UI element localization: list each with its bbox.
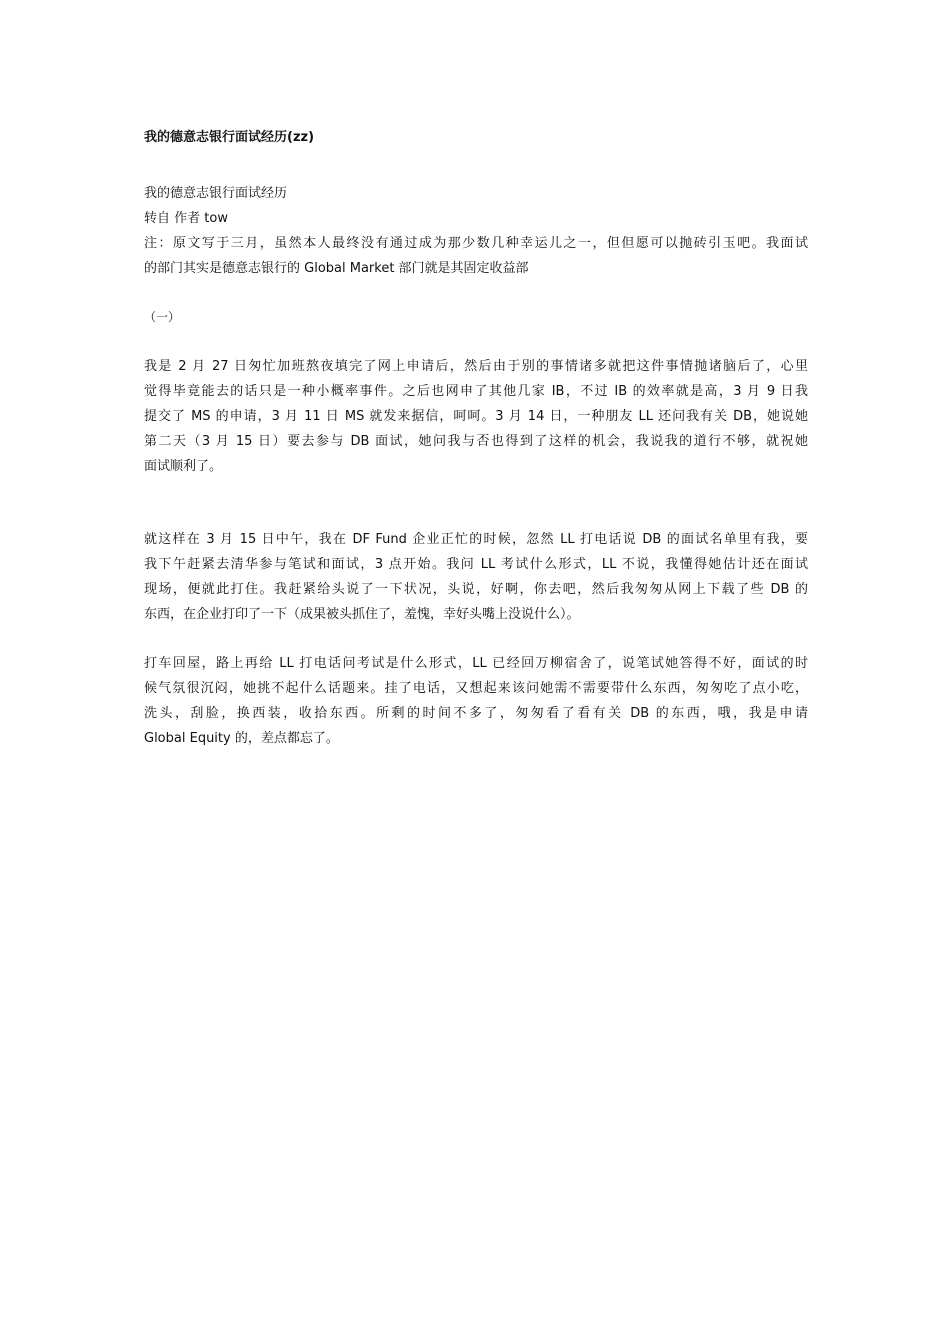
- spacer: [144, 330, 808, 354]
- paragraph-1: [144, 354, 808, 479]
- note-line: 的部门其实是德意志银行的 Global Market 部门就是其固定收益部: [144, 261, 529, 276]
- paragraph-3: [144, 651, 808, 751]
- paragraph-line: 东西，在企业打印了一下（成果被头抓住了，羞愧，幸好头嘴上没说什么）。: [144, 607, 580, 622]
- paragraph-line: 候气氛很沉闷，她挑不起什么话题来。挂了电话，又想起来该问她需不需要带什么东西，匆匆吃了点小吃，: [144, 681, 808, 696]
- paragraph-line: 就这样在 3 月 15 日中午，我在 DF Fund 企业正忙的时候，忽然 LL 打电话说 DB 的面试名单里有我，要: [144, 532, 808, 547]
- paragraph-line: 洗头，刮脸，换西装，收拾东西。所剩的时间不多了，匆匆看了看有关 DB 的东西，哦，我是申请: [144, 706, 808, 721]
- section-mark: （一）: [144, 310, 181, 324]
- document-subtitle: 我的德意志银行面试经历: [144, 186, 288, 201]
- paragraph-line: 面试顺利了。: [144, 459, 223, 474]
- paragraph-line: 我下午赶紧去清华参与笔试和面试，3 点开始。我问 LL 考试什么形式，LL 不说，我懂得她估计还在面试: [144, 557, 808, 572]
- paragraph-line: 打车回屋，路上再给 LL 打电话问考试是什么形式，LL 已经回万柳宿舍了，说笔试她答得不好，面试的时: [144, 656, 808, 671]
- paragraph-line: Global Equity 的，差点都忘了。: [144, 731, 339, 746]
- paragraph-line: 我是 2 月 27 日匆忙加班熬夜填完了网上申请后，然后由于别的事情诸多就把这件事情抛诸脑后了，心里: [144, 359, 808, 374]
- note-line: 注：原文写于三月，虽然本人最终没有通过成为那少数几种幸运儿之一，但但愿可以抛砖引玉吧。我面试: [144, 236, 808, 251]
- spacer: [144, 150, 808, 181]
- paragraph-line: 现场，便就此打住。我赶紧给头说了一下状况，头说，好啊，你去吧，然后我匆匆从网上下载了些 DB 的: [144, 582, 808, 597]
- spacer: [144, 281, 808, 305]
- author-line: 转自 作者 tow: [144, 211, 228, 226]
- paragraph-line: 觉得毕竟能去的话只是一种小概率事件。之后也网申了其他几家 IB，不过 IB 的效率就是高，3 月 9 日我: [144, 384, 808, 399]
- paragraph-line: 第二天（3 月 15 日）要去参与 DB 面试，她问我与否也得到了这样的机会，我说我的道行不够，就祝她: [144, 434, 808, 449]
- spacer: [144, 479, 808, 527]
- document-body: [144, 126, 808, 751]
- document-title: 我的德意志银行面试经历(zz): [144, 130, 315, 145]
- paragraph-line: 提交了 MS 的申请，3 月 11 日 MS 就发来据信，呵呵。3 月 14 日，一种朋友 LL 还问我有关 DB，她说她: [144, 409, 808, 424]
- note-paragraph: [144, 231, 808, 281]
- spacer: [144, 627, 808, 651]
- paragraph-2: [144, 527, 808, 627]
